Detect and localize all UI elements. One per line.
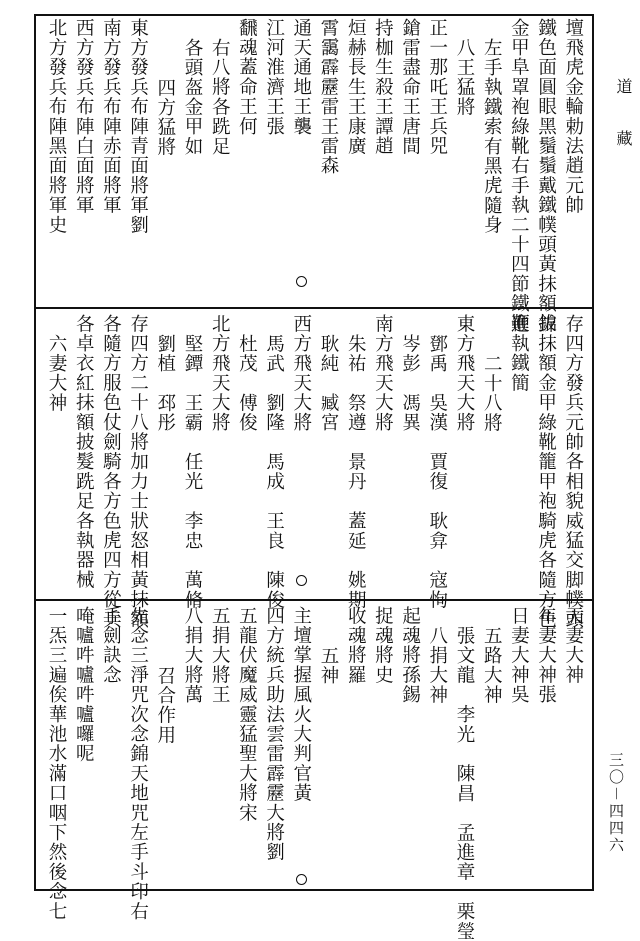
text-column: 北方飛天大將 [209,314,231,433]
text-column: 南方發兵布陣赤面將軍 [100,18,122,215]
text-column: 召合作用 [154,666,176,745]
text-column: 江河淮濟王張 [263,18,285,137]
text-column: 五捐大將王 [209,606,231,705]
text-column: 鄧禹 吳漢 賈復 耿弇 寇恂 [426,334,448,610]
text-column: 收魂將羅 [345,606,367,685]
text-column: 先念三淨咒次念錦天地咒左手斗印右 [127,606,149,922]
text-column: 耿純 臧宮 [318,334,339,433]
top-margin-label: 道 藏 [614,78,633,156]
binding-hole-mark [296,276,307,287]
text-column: 西方發兵布陣白面將軍 [73,18,95,215]
text-column: 五路大神 [481,626,503,705]
text-column: 朱祐 祭遵 景丹 蓋延 姚期 [345,334,367,610]
text-column: 六妻大神 [46,334,67,413]
text-column: 日妻大神吳 [508,606,530,705]
text-column: 南方飛天大將 [372,314,394,433]
text-column: 各頭盔金甲如 [182,38,203,157]
text-column: 東方飛天大將 [454,314,475,433]
text-column: 主壇掌握風火大判官黃 [290,606,312,803]
text-column: 八王猛將 [454,38,475,117]
text-column: 八捐大神 [426,626,448,705]
text-column: 鐵色面圓眼黑鬚鬚戴鐵幞頭黃抹額拔 [535,18,557,334]
text-column: 馬武 劉隆 馬成 王良 陳俊 [263,334,285,610]
text-band-lower [40,606,590,941]
text-column: 通天通地王襲 [290,18,312,137]
text-column: 張文龍 李光 陳昌 孟進章 栗瑩 [454,626,475,941]
text-band-upper [40,18,590,334]
text-column: 唵嚧吽嚧吽嚧囉呢 [73,606,95,764]
text-column: 各卓衣紅抹額披髮跣足各執器械 [73,314,95,590]
text-column: 正一那吒王兵兕 [426,18,448,156]
text-column: 霄靄霹靂雷王雷森 [318,18,339,176]
text-column: 天妻大神 [562,606,584,685]
binding-hole-mark [296,874,307,885]
text-column: 壇飛虎金輪勅法趙元帥 [562,18,584,215]
text-column: 北方發兵布陣黑面將軍史 [46,18,67,235]
binding-hole-mark [296,575,307,586]
text-column: 各隨方服色仗劍騎各方色虎四方從兵 [100,314,122,630]
text-column: 岑彭 馮異 [399,334,421,433]
text-column: 西方飛天大將 [290,314,312,433]
text-column: 年妻大神張 [535,606,557,705]
text-column: 持枷生殺王譚趙 [372,18,394,156]
text-column: 金甲阜罩袍綠靴右手執二十四節鐵鞭 [508,18,530,334]
text-band-middle [40,314,590,630]
text-column: 五龍伏魔威靈猛聖大將宋 [236,606,258,823]
text-column: 飜魂蓋命王何 [236,18,258,137]
text-column: 鎗雷盡命王唐間 [399,18,421,156]
text-column: 進執鐵簡 [508,314,530,393]
text-column: 四方統兵助法雲雷霹靂大將劉 [263,606,285,863]
text-column: 存四方發兵元帥各相貌威猛交脚幞頭 [562,314,584,630]
text-column: 一炁三遍俟華池水滿口咽下然後念七 [46,606,67,922]
text-column: 二十八將 [481,354,503,433]
text-column: 東方發兵布陣青面將軍劉 [127,18,149,235]
text-column: 起魂將孫錫 [399,606,421,705]
text-column: 存四方二十八將加力士狀怒相黃抹額 [127,314,149,630]
text-column: 右八將各跣足 [209,38,231,157]
text-column: 手劍訣念 [100,606,122,685]
text-column: 左手執鐵索有黑虎隨身 [481,38,503,235]
text-column: 捉魂將史 [372,606,394,685]
page-number: 三〇－四四六 [607,752,625,855]
text-column: 烜赫長生王康廣 [345,18,367,156]
text-column: 錦抹額金甲綠靴籠甲袍騎虎各隨方色 [535,314,557,630]
text-column: 劉植 邳彤 [154,334,176,433]
text-column: 堅鐔 王霸 任光 李忠 萬脩 [182,334,203,610]
text-column: 四方猛將 [154,78,176,157]
text-column: 五神 [318,646,339,686]
text-column: 八捐大將萬 [182,606,203,705]
text-column: 杜茂 傅俊 [236,334,258,433]
